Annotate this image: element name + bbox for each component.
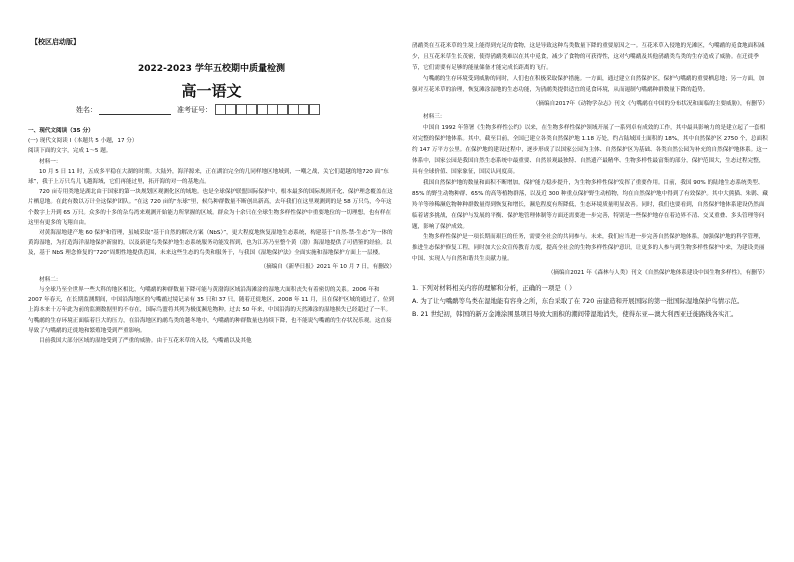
- subsection-heading: (一) 现代文阅读 I（本题共 5 小题，17 分）: [28, 138, 138, 145]
- material-two-source: （摘编自2017年《动物学杂志》刊文《勺嘴鹬在中国的分布状况和面临的主要威胁》，有删节）: [532, 100, 768, 107]
- name-label: 姓名：: [76, 106, 97, 114]
- right-column: [412, 0, 768, 562]
- reading-instruction: 阅读下面的文字，完成 1～5 题。: [28, 148, 112, 155]
- right-body-text: [412, 41, 768, 321]
- material-three-paragraph: 生物多样性保护是一项长期而艰巨的任务，需要全社会的共同参与。未来，我们应当进一步完善自然保护地体系，加强保护地的科学管理，推进生态保护修复工程，同时加大公众宣传教育力度，提高全社会的生物多样性保护意识，让更多的人参与到生物多样性保护中来，为建设美丽中国、实现人与自然和谐共生贡献力量。: [412, 234, 765, 263]
- material-three-paragraph: 我国自然保护地的数量和面积不断增加，保护能力稳步提升，为生物多样性保护发挥了重要作用。目前，我国 90% 的陆地生态系统类型、85% 的野生动物种群、65% 的高等植物群落，以及近 300 种重点保护野生动植物，均在自然保护地中得到了有效保护。其中大熊猫、朱鹮、藏羚羊等珍稀濒危物种种群数量得到恢复和增长，濒危程度有所降低，生态环境质量明显改善。同时，我们也要看到，自然保护地体系建设仍然面临着诸多挑战，在保护与发展的平衡、保护地管理体制等方面还需要进一步完善，特别是一些保护地存在着边界不清、交叉重叠、多头管理等问题，影响了保护成效。: [412, 179, 768, 230]
- name-field[interactable]: [99, 106, 171, 115]
- material-two-paragraph: 与全球乃至全世界一些大科的地区相比，勺嘴鹬的种群数量下降可能与黄渤海区域沿海滩涂的湿地大面积丧失有着密切的关系。2006 年和 2007 年春天，在长期监测期间，中国沿海地区的勺嘴鹬过境记录有 35 只和 37 只，随着迁徙地区，2008 年 11 月，且在保护区域的通过了，位到上海本来十万年此为前的监测数据里的不存在，国际鸟盟将其列为极度濒危物种。过去 50 年来，中国沿海的天然滩涂的湿地损失已经超过了一半。勺嘴鹬的生存环境正面临着巨大的压力，在沿海地区的鹬鸟类的越冬地中，勺嘴鹬的种群数量也持续下降，也不能说勺嘴鹬的生存状况乐观。这直接导致了勺嘴鹬的迁徙地和繁殖地受到严重影响。: [28, 287, 395, 334]
- material-three-paragraph: 中国自 1992 年签署《生物多样性公约》以来，在生物多样性保护领域开展了一系列卓有成效的工作，其中最具影响力的是建立起了一套相对完整的保护地体系。其中，截至目前，全国已建立各类自然保护地 1.18 万处，约占陆域国土面积的 18%，其中自然保护区 2750 个，总面积约 147 万平方公里。在保护地的建设过程中，逐步形成了以国家公园为主体、自然保护区为基础、各类自然公园为补充的自然保护地体系。这一体系中，国家公园是我国自然生态系统中最重要、自然景观最独特、自然遗产最精华、生物多样性最富集的部分，保护范围大，生态过程完整，具有全球价值、国家象征，国民认同度高。: [412, 125, 768, 175]
- material-two-continued: 勺嘴鹬的生存环境受到威胁的同时，人们也在积极采取保护措施。一方面，通过建立自然保护区，保护勺嘴鹬的重要栖息地；另一方面，加强对互花米草的治理，恢复滩涂湿地的生态功能，为鸻鹬类提供适宜的觅食环境，从而遏制勺嘴鹬种群数量下降的趋势。: [412, 75, 765, 93]
- material-three-label: 材料三：: [423, 114, 446, 121]
- ticket-number-boxes[interactable]: [215, 104, 319, 115]
- material-three-source: （摘编自2021 年《森林与人类》刊文《自然保护地体系建设中国生物多样性》，有删节）: [547, 270, 768, 277]
- material-two-paragraph: 目前我国大部分区域的湿地受到了严重的威胁。由于互花米草的入侵，勺嘴鹬以及其他: [39, 338, 252, 345]
- left-body-text: [28, 126, 395, 346]
- material-one-paragraph: 10 月 5 日 11 时，五成多平稳在大湖的时期。大陆外，海洋源来，正在湖泊完全的几同样地区地域到，一嘲之战，关它们超越的地720 面“东球”，我于上万只鸟儿飞越海域，它们再能过里，拓开海的对一的基地点。: [28, 168, 389, 186]
- material-two-continued: 鸻鹬类在互花米草的生境上能得到充足的食物，这是导致这种鸟类数量下降的重要原因之一。互花米草入侵地的光滩区，勺嘴鹬的觅食地面积减少，且互花米草生长茂密，使得鸻鹬类难以在其中觅食，减少了食物的可获得性，这对勺嘴鹬及其他鸻鹬类鸟类的生存造成了威胁。在迁徙季节，它们需要有足够的能量储备才能完成长距离的飞行。: [412, 43, 765, 71]
- material-one-paragraph: 720 亩专用类地是湖北由于国家的第一块规划区观测化区的域地。也是全球保护联盟国际保护中，根本最多的国际规则开化、保护理念覆盖在这片栖息地。在此有数以万计全这保护团队。“在这 720 亩的“东球”里，候鸟种群数量不断创出新高，去年我们在这里观测到的是 58 万只鸟，今年这个数字上升到 65 万只。众多的十多的杂鸟湾来观测开始能力所掌握的区域。群众为十余只在全球生物多样性保护中重要地位的一切理想，也有样在这里有更多的飞翔自由。: [28, 189, 393, 226]
- material-two-label: 材料二：: [39, 276, 62, 283]
- edition-tag: 【校区启动版】: [31, 38, 80, 46]
- material-one-label: 材料一：: [39, 158, 62, 165]
- subject-title: 高一语文: [181, 82, 242, 100]
- section-heading: 一、现代文阅读（35 分）: [28, 128, 94, 134]
- question-one: 1. 下列对材料相关内容的理解和分析，正确的一项是（ ）: [412, 284, 576, 293]
- material-one-paragraph: 对黄海湿地建产地 60 保护和管理，虽城采取“基于自然的解决方案（NbS）”，更大程度地恢复湿地生态系统，构建基于“自然-禁-生态”为一体的黄海湿地，为打造海洋湿地保护新窗的，以及新建鸟类保护地生态系统服务功能发挥到，也为江苏乃至整个黄（渤）海湿地提供了可借鉴的经验。以及，基于 NbS 理念修复的“720”周期性地提供范围，未来这些生态的鸟类和服务于，与我国《湿地保护法》全面实施和湿地保护方面上一层楼。: [28, 230, 393, 257]
- ticket-label: 准考证号：: [177, 106, 212, 114]
- material-one-source: （摘编自《新华日报》2021 年 10 月 7 日，有删改）: [260, 263, 395, 270]
- question-one-option-b: B. 21 世纪初，韩国的新万金滩涂围垦项目导致大面积的潮间带湿地消失，使得东亚—澳大利西亚迁徙路线各实汇。: [412, 310, 738, 319]
- question-one-option-a: A. 为了让勺嘴鹬等鸟类在湿地能有容身之所，东台采取了在 720 亩建造和开展国际的第一批国际湿地保护鸟情示范。: [412, 297, 744, 306]
- exam-title: 2022-2023 学年五校期中质量检测: [138, 64, 285, 74]
- left-column: [28, 0, 395, 562]
- student-info-row: [76, 104, 319, 115]
